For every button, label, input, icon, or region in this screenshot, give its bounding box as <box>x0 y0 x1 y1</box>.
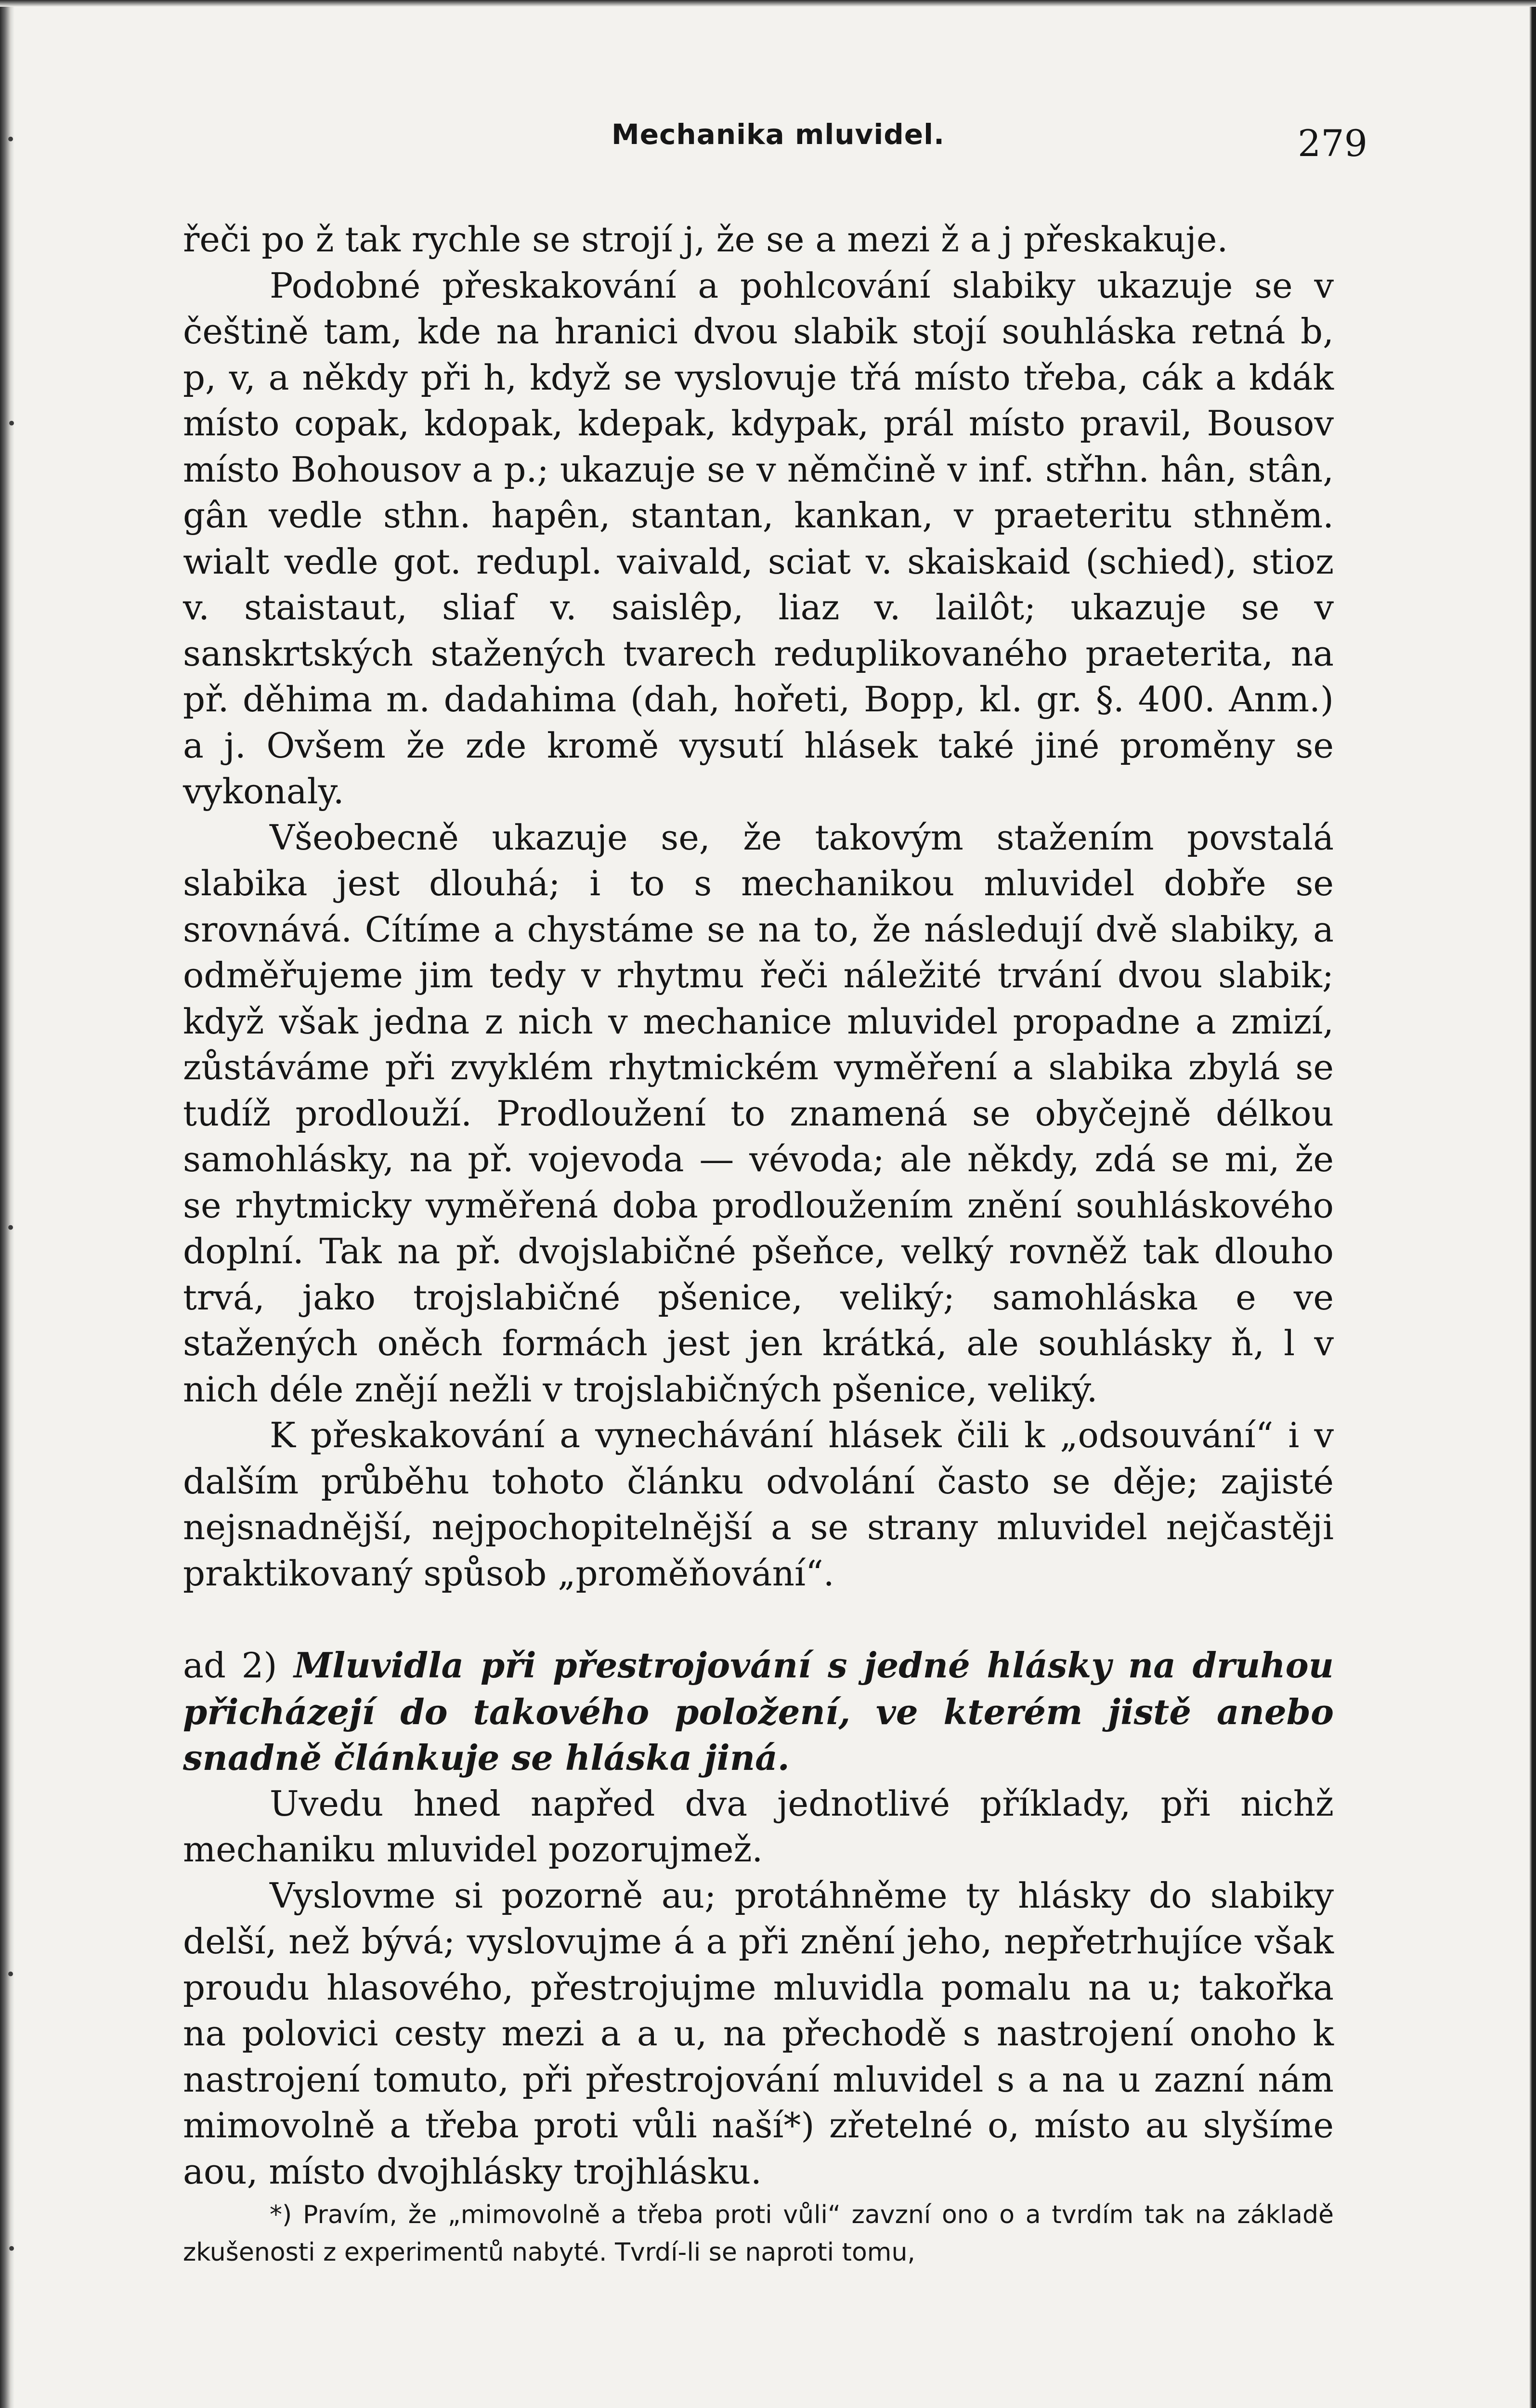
page-number: 279 <box>1297 122 1367 165</box>
margin-mark: • <box>6 1965 16 1984</box>
paragraph: K přeskakování a vynechávání hlásek čili k „odsouvání“ i v dalším průběhu tohoto článku odvolání často se děje; zajisté nejsnadnější, nejpochopitelnější a se strany mluvidel nejčastěji praktikovaný spůsob „proměňování“. <box>183 1415 1334 1594</box>
margin-mark: • <box>6 1218 16 1238</box>
section-heading <box>183 1642 1334 1781</box>
page-left-edge <box>0 0 17 2408</box>
page-header <box>183 108 1367 165</box>
page-top-edge <box>0 0 1536 7</box>
margin-mark: • <box>7 2239 17 2259</box>
margin-mark: • <box>6 130 16 149</box>
margin-mark: • <box>7 414 17 433</box>
paragraph: Podobné přeskakování a pohlcování slabiky ukazuje se v češtině tam, kde na hranici dvou slabik stojí souhláska retná b, p, v, a někdy při h, když se vyslovuje třá místo třeba, cák a kdák místo copak, kdopak, kdepak, kdypak, prál místo pravil, Bousov místo Bohousov a p.; ukazuje se v němčině v inf. střhn. hân, stân, gân vedle sthn. hapên, stantan, kankan, v praeteritu sthněm. wialt vedle got. redupl. vaivald, sciat v. skaiskaid (schied), stioz v. staistaut, sliaf v. saislêp, liaz v. lailôt; ukazuje se v sanskrtských stažených tvarech reduplikovaného praeterita, na př. děhima m. dadahima (dah, hořeti, Bopp, kl. gr. §. 400. Anm.) a j. Ovšem že zde kromě vysutí hlásek také jiné proměny se vykonaly. <box>183 265 1334 811</box>
paragraph: řeči po ž tak rychle se strojí j, že se a mezi ž a j přeskakuje. <box>183 219 1228 260</box>
page-right-edge <box>1529 0 1536 2408</box>
paragraph: Vyslovme si pozorně au; protáhněme ty hlásky do slabiky delší, než bývá; vyslovujme á a při znění jeho, nepřetrhujíce však proudu hlasového, přestrojujme mluvidla pomalu na u; takořka na polovici cesty mezi a a u, na přechodě s nastrojení onoho k nastrojení tomuto, při přestrojování mluvidel s a na u zazní nám mimovolně a třeba proti vůli naší*) zřetelné o, místo au slyšíme aou, místo dvojhlásky trojhlásku. <box>183 1875 1334 2192</box>
section-title: Mluvidla při přestrojování s jedné hlásky na druhou přicházejí do takového položení, ve kterém jistě anebo snadně článkuje se hláska jiná. <box>183 1645 1334 1778</box>
footnote: *) Pravím, že „mimovolně a třeba proti vůli“ zavzní ono o a tvrdím tak na základě zkušenosti z experimentů nabyté. Tvrdí-li se naproti tomu, <box>183 2200 1334 2267</box>
section-label: ad 2) <box>183 1645 277 1686</box>
paragraph: Uvedu hned napřed dva jednotlivé příklady, při nichž mechaniku mluvidel pozorujmež. <box>183 1783 1334 1870</box>
running-head: Mechanika mluvidel. <box>612 118 945 151</box>
page-body <box>183 217 1334 2195</box>
paragraph: Všeobecně ukazuje se, že takovým stažením povstalá slabika jest dlouhá; i to s mechanikou mluvidel dobře se srovnává. Cítíme a chystáme se na to, že následují dvě slabiky, a odměřujeme jim tedy v rhytmu řeči náležité trvání dvou slabik; když však jedna z nich v mechanice mluvidel propadne a zmizí, zůstáváme při zvyklém rhytmickém vyměření a slabika zbylá se tudíž prodlouží. Prodloužení to znamená se obyčejně délkou samohlásky, na př. vojevoda — vévoda; ale někdy, zdá se mi, že se rhytmicky vyměřená doba prodloužením znění souhláskového doplní. Tak na př. dvojslabičné pšeňce, velký rovněž tak dlouho trvá, jako trojslabičné pšenice, veliký; samohláska e ve stažených oněch formách jest jen krátká, ale souhlásky ň, l v nich déle znějí nežli v trojslabičných pšenice, veliký. <box>183 817 1334 1410</box>
